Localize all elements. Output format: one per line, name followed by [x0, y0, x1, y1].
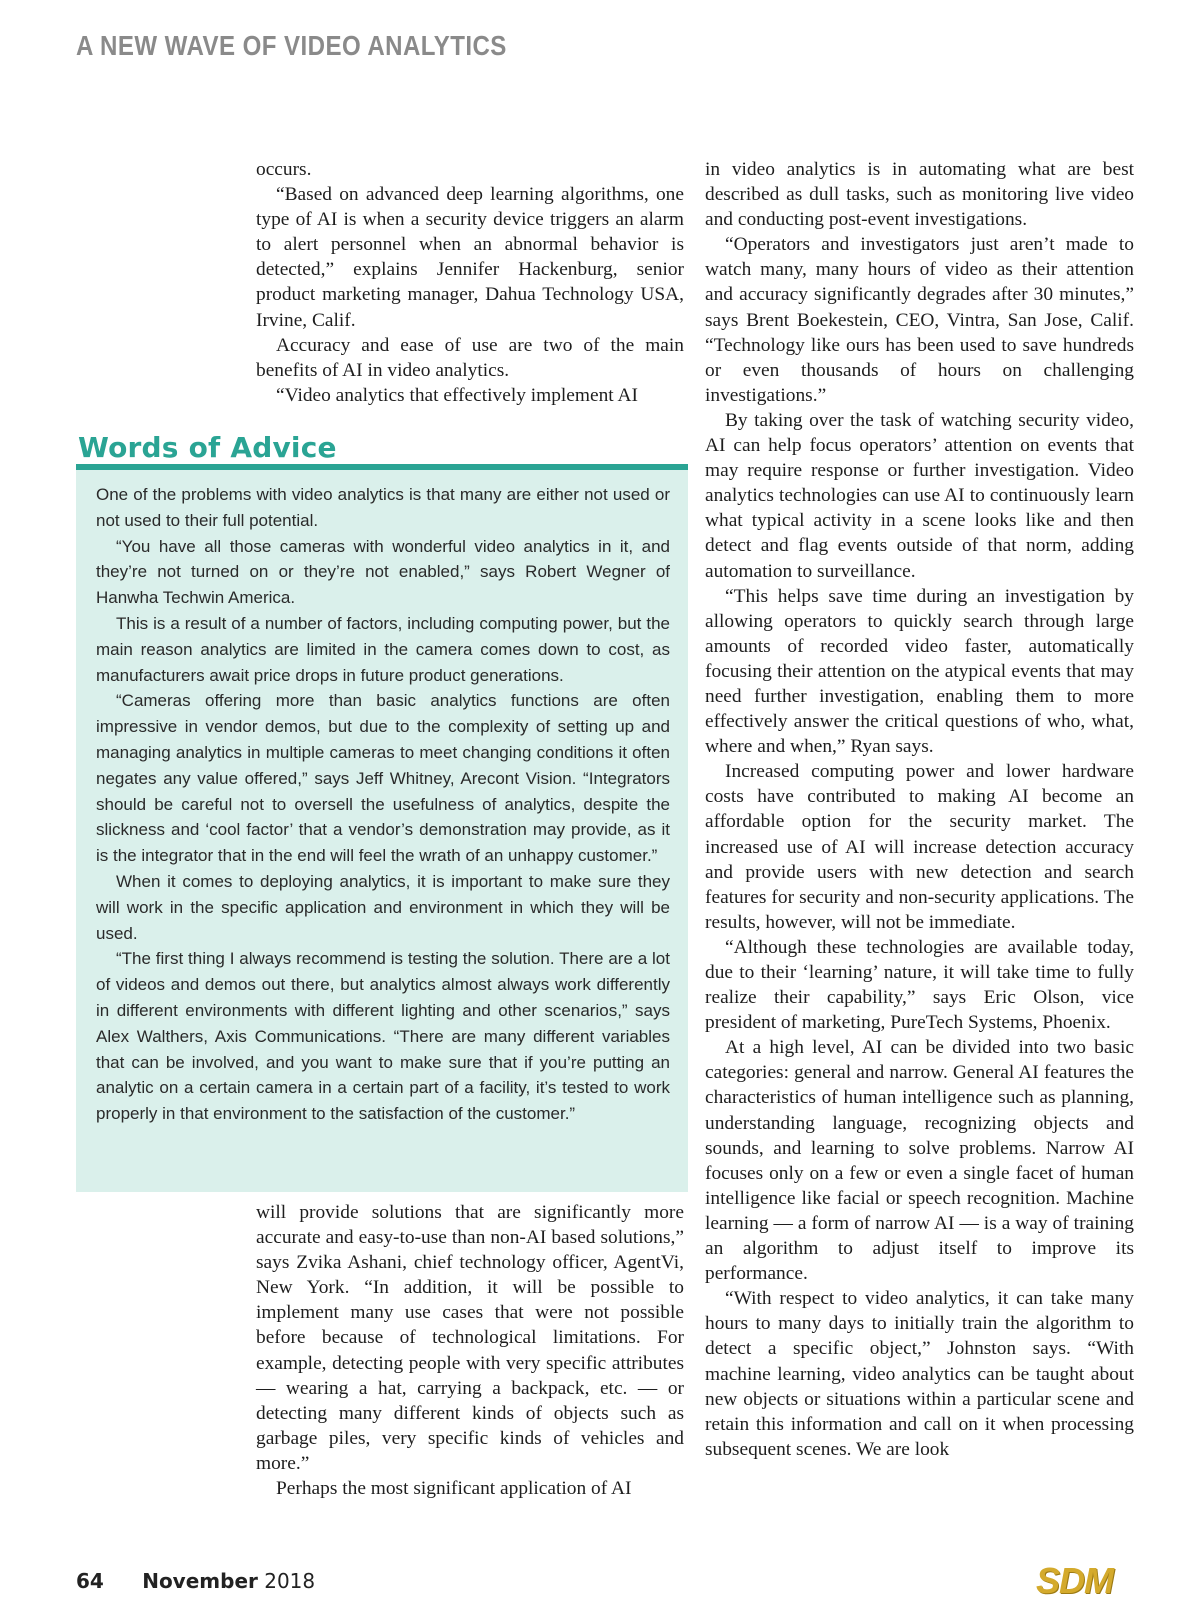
sidebar-paragraph: One of the problems with video analytics is that many are either not used or not used to their full potential. — [96, 485, 670, 530]
page-footer — [76, 1569, 315, 1593]
paragraph: “Based on advanced deep learning algorithms, one type of AI is when a security device triggers an alarm to alert personnel when an abnormal behavior is detected,” explains Jennifer Hackenburg, senior product marketing manager, Dahua Technology USA, Irvine, Calif. — [256, 184, 684, 331]
paragraph: Perhaps the most significant application of AI — [276, 1478, 632, 1500]
issue-year: 2018 — [264, 1569, 316, 1593]
sidebar-paragraph: When it comes to deploying analytics, it is important to make sure they will work in the specific application and environment in which they will be used. — [96, 871, 670, 943]
sidebar-paragraph: “The first thing I always recommend is testing the solution. There are a lot of videos and demos out there, but analytics almost always work differently in different environments with different lighting and other scenarios,” says Alex Walthers, Axis Communications. “There are many different variables that can be involved, and you want to make sure that if you’re putting an analytic on a certain camera in a certain part of a facility, it’s tested to work properly in that environment to the satisfaction of the customer.” — [96, 949, 670, 1124]
paragraph: will provide solutions that are significantly more accurate and easy-to-use than non-AI based solutions,” says Zvika Ashani, chief technology officer, AgentVi, New York. “In addition, it will be possible to implement many use cases that were not possible before because of technological limitations. For example, detecting people with very specific attributes — wearing a hat, carrying a backpack, etc. — or detecting many different kinds of objects such as garbage piles, very specific kinds of vehicles and more.” — [256, 1202, 684, 1474]
running-header: A NEW WAVE OF VIDEO ANALYTICS — [76, 30, 507, 61]
paragraph: “Although these technologies are available today, due to their ‘learning’ nature, it will take time to fully realize their capability,” says Eric Olson, vice president of marketing, PureTech Systems, Phoenix. — [705, 936, 1134, 1034]
paragraph: By taking over the task of watching security video, AI can help focus operators’ attention on events that may require response or further investigation. Video analytics technologies can use AI to continuously learn what typical activity in a scene looks like and then detect and flag events outside of that norm, adding automation to surveillance. — [705, 409, 1134, 582]
issue-month: November — [142, 1569, 258, 1593]
paragraph: Increased computing power and lower hardware costs have contributed to making AI become an affordable option for the security market. The increased use of AI will increase detection accuracy and provide users with new detection and search features for security and non-security applications. The results, however, will not be immediate. — [705, 761, 1134, 933]
paragraph: At a high level, AI can be divided into two basic categories: general and narrow. General AI features the characteristics of human intelligence such as planning, understanding language, recognizing objects and sounds, and learning to solve problems. Narrow AI focuses only on a few or even a single facet of human intelligence like facial or speech recognition. Machine learning — a form of narrow AI — is a way of training an algorithm to adjust itself to improve its performance. — [705, 1037, 1134, 1285]
sidebar-paragraph: “Cameras offering more than basic analytics functions are often impressive in vendor demos, but due to the complexity of setting up and managing analytics in multiple cameras to meet changing conditions it often negates any value offered,” says Jeff Whitney, Arecont Vision. “Integrators should be careful not to oversell the usefulness of analytics, despite the slickness and ‘cool factor’ that a vendor’s demonstration may provide, as it is the integrator that in the end will feel the wrath of an unhappy customer.” — [96, 691, 670, 866]
sidebar-title: Words of Advice — [78, 431, 337, 464]
article-column-left-top — [256, 157, 684, 408]
paragraph: Accuracy and ease of use are two of the main benefits of AI in video analytics. — [256, 334, 684, 381]
paragraph: “Video analytics that effectively implement AI — [276, 384, 638, 406]
article-column-right — [705, 157, 1134, 1462]
paragraph: “With respect to video analytics, it can take many hours to many days to initially train the algorithm to detect a specific object,” Johnston says. “With machine learning, video analytics can be taught about new objects or situations within a particular scene and retain this information and call on it when processing subsequent scenes. We are look — [705, 1288, 1134, 1460]
paragraph: in video analytics is in automating what are best described as dull tasks, such as monitoring live video and conducting post-event investigations. — [705, 159, 1134, 231]
article-column-left-bottom — [256, 1200, 684, 1501]
paragraph: “This helps save time during an investigation by allowing operators to quickly search through large amounts of recorded video faster, automatically focusing their attention on the atypical events that may need further investigation, enabling them to more effectively answer the critical questions of who, what, where and when,” Ryan says. — [705, 585, 1134, 758]
paragraph: “Operators and investigators just aren’t made to watch many, many hours of video as their attention and accuracy significantly degrades after 30 minutes,” says Brent Boekestein, CEO, Vintra, San Jose, Calif. “Technology like ours has been used to save hundreds or even thousands of hours on challenging investigations.” — [705, 234, 1134, 406]
sidebar-paragraph: “You have all those cameras with wonderful video analytics in it, and they’re not turned on or they’re not enabled,” says Robert Wegner of Hanwha Techwin America. — [96, 536, 670, 608]
paragraph: occurs. — [256, 159, 312, 180]
sidebar-paragraph: This is a result of a number of factors, including computing power, but the main reason analytics are limited in the camera comes down to cost, as manufacturers await price drops in future product generations. — [96, 613, 670, 685]
sdm-logo: SDM — [1036, 1560, 1113, 1601]
sidebar-box — [76, 470, 688, 1192]
page-number: 64 — [76, 1569, 104, 1593]
